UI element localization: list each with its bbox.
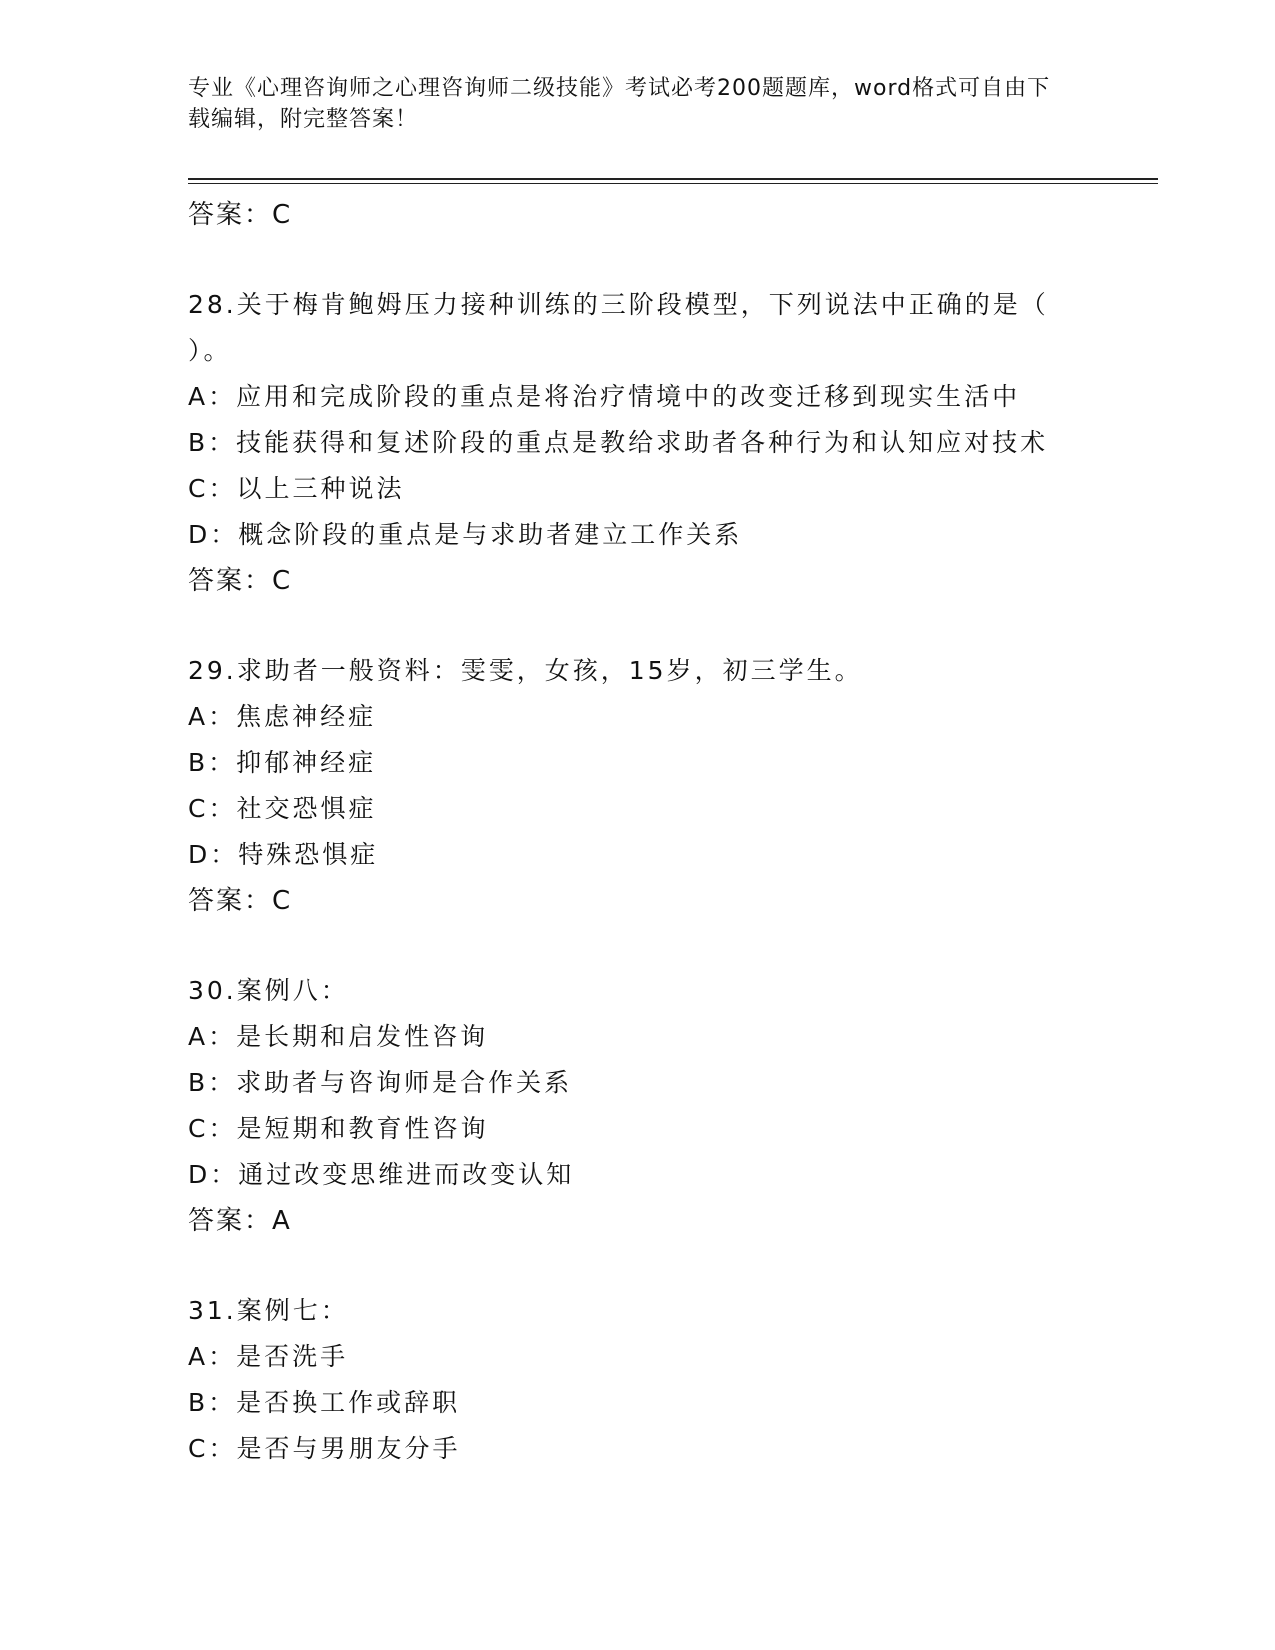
question-28-answer: 答案：C — [188, 566, 293, 596]
question-29-option-b: B：抑郁神经症 — [188, 748, 377, 777]
question-28-option-a: A：应用和完成阶段的重点是将治疗情境中的改变迁移到现实生活中 — [188, 382, 1021, 411]
answer-27: 答案：C — [188, 200, 293, 230]
header-divider-thick — [188, 178, 1158, 180]
question-29-answer: 答案：C — [188, 886, 293, 916]
question-28-text: 28.关于梅肯鲍姆压力接种训练的三阶段模型，下列说法中正确的是（ ）。 — [188, 290, 1049, 365]
question-30-text: 30.案例八： — [188, 976, 349, 1005]
question-30-option-c: C：是短期和教育性咨询 — [188, 1114, 489, 1143]
question-29-option-d: D：特殊恐惧症 — [188, 840, 379, 869]
question-30-option-a: A：是长期和启发性咨询 — [188, 1022, 489, 1051]
question-28-option-b: B：技能获得和复述阶段的重点是教给求助者各种行为和认知应对技术 — [188, 428, 1049, 457]
question-30-option-d: D：通过改变思维进而改变认知 — [188, 1160, 575, 1189]
question-30 — [188, 968, 1088, 1244]
question-28-option-d: D：概念阶段的重点是与求助者建立工作关系 — [188, 520, 743, 549]
question-31-option-a: A：是否洗手 — [188, 1342, 349, 1371]
question-list — [188, 192, 1088, 1472]
question-28 — [188, 282, 1088, 604]
question-31-option-b: B：是否换工作或辞职 — [188, 1388, 461, 1417]
question-29-text: 29.求助者一般资料：雯雯，女孩，15岁，初三学生。 — [188, 656, 863, 685]
question-29-option-a: A：焦虑神经症 — [188, 702, 377, 731]
question-31-option-c: C：是否与男朋友分手 — [188, 1434, 461, 1463]
header-divider-thin — [188, 183, 1158, 184]
question-29 — [188, 648, 1088, 924]
question-29-option-c: C：社交恐惧症 — [188, 794, 377, 823]
question-28-option-c: C：以上三种说法 — [188, 474, 405, 503]
question-31 — [188, 1288, 1088, 1472]
question-30-option-b: B：求助者与咨询师是合作关系 — [188, 1068, 573, 1097]
document-header: 专业《心理咨询师之心理咨询师二级技能》考试必考200题题库，word格式可自由下载编辑，附完整答案！ — [188, 76, 1051, 132]
question-31-text: 31.案例七： — [188, 1296, 349, 1325]
question-30-answer: 答案：A — [188, 1206, 292, 1236]
